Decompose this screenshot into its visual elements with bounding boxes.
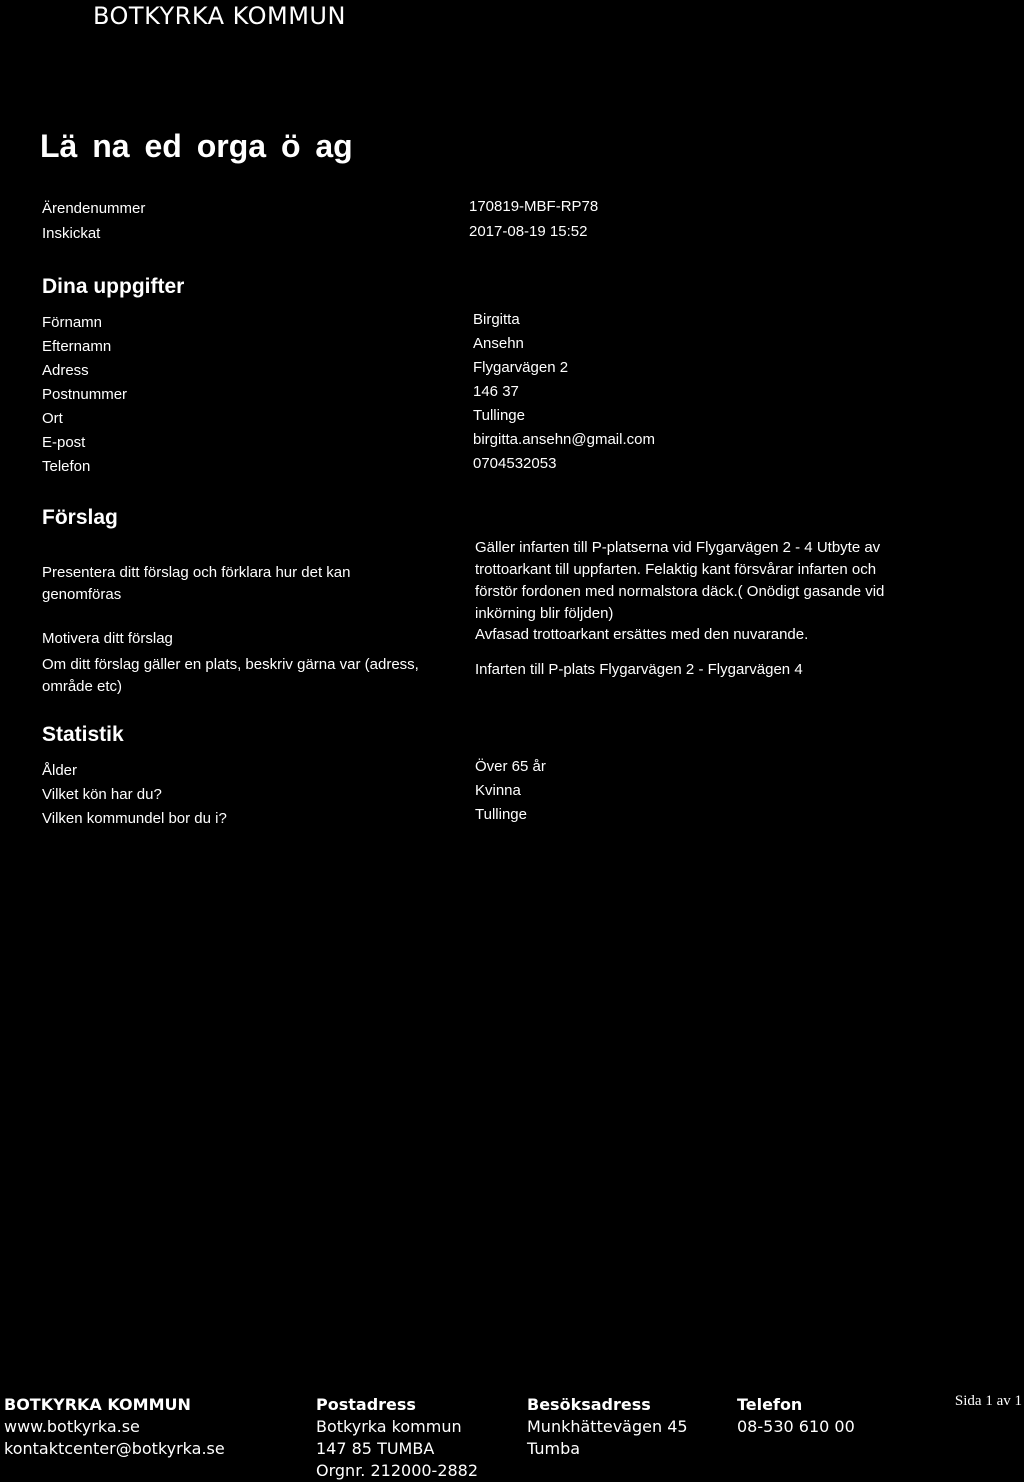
footer-visit [527, 1394, 688, 1460]
footer-visit-line1: Munkhättevägen 45 [527, 1417, 688, 1436]
address-value: Flygarvägen 2 [473, 359, 569, 376]
gender-label: Vilket kön har du? [42, 786, 162, 803]
firstname-label: Förnamn [42, 314, 103, 331]
footer-visit-line2: Tumba [527, 1439, 581, 1458]
lastname-label: Efternamn [42, 338, 112, 355]
present-proposal-label: Presentera ditt förslag och förklara hur det kan genomföras [42, 564, 351, 603]
page-number: Sida 1 av 1 [954, 1393, 1022, 1409]
phone-value: 0704532053 [473, 455, 557, 472]
footer-email-link[interactable]: kontaktcenter@botkyrka.se [4, 1439, 225, 1458]
present-proposal-value: Gäller infarten till P-platserna vid Flygarvägen 2 - 4 Utbyte av trottoarkant till uppfarten. Felaktig kant försvårar infarten och förstör fordonen med normalstora däck.( Onödigt gasande vid inkörning blir följden) [475, 539, 885, 622]
footer-visit-heading: Besöksadress [527, 1395, 651, 1414]
document-title: Lä na ed orga ö ag [40, 128, 353, 164]
postcode-label: Postnummer [42, 386, 128, 403]
footer-postal-line1: Botkyrka kommun [316, 1417, 462, 1436]
footer-postal-line2: 147 85 TUMBA [316, 1439, 435, 1458]
age-label: Ålder [42, 762, 78, 779]
submitted-value: 2017-08-19 15:52 [469, 223, 588, 240]
motivate-label: Motivera ditt förslag [42, 630, 173, 647]
age-value: Över 65 år [475, 758, 546, 775]
phone-label: Telefon [42, 458, 91, 475]
footer-phone-heading: Telefon [737, 1395, 803, 1414]
place-label: Om ditt förslag gäller en plats, beskriv gärna var (adress, område etc) [42, 656, 419, 695]
footer-postal [316, 1394, 478, 1482]
submitted-label: Inskickat [42, 225, 101, 242]
section-title-personal: Dina uppgifter [42, 275, 185, 298]
email-value: birgitta.ansehn@gmail.com [473, 431, 655, 448]
case-number-label: Ärendenummer [42, 200, 146, 217]
section-title-proposal: Förslag [42, 506, 118, 529]
footer-org-name: BOTKYRKA KOMMUN [4, 1395, 191, 1414]
motivate-value: Avfasad trottoarkant ersättes med den nuvarande. [475, 626, 809, 643]
city-label: Ort [42, 410, 63, 427]
gender-value: Kvinna [475, 782, 521, 799]
footer-org [4, 1394, 225, 1460]
lastname-value: Ansehn [473, 335, 524, 352]
district-value: Tullinge [475, 806, 527, 823]
footer-phone-number: 08-530 610 00 [737, 1417, 855, 1436]
email-label: E-post [42, 434, 86, 451]
address-label: Adress [42, 362, 89, 379]
postcode-value: 146 37 [473, 383, 519, 400]
place-value: Infarten till P-plats Flygarvägen 2 - Flygarvägen 4 [475, 661, 803, 678]
footer-postal-heading: Postadress [316, 1395, 416, 1414]
footer-phone [737, 1394, 855, 1438]
firstname-value: Birgitta [473, 311, 520, 328]
footer-web-link[interactable]: www.botkyrka.se [4, 1417, 140, 1436]
header-brand: BOTKYRKA KOMMUN [93, 2, 346, 30]
city-value: Tullinge [473, 407, 525, 424]
case-number-value: 170819-MBF-RP78 [469, 198, 599, 215]
district-label: Vilken kommundel bor du i? [42, 810, 227, 827]
section-title-stats: Statistik [42, 723, 124, 746]
footer-postal-line3: Orgnr. 212000-2882 [316, 1461, 479, 1480]
